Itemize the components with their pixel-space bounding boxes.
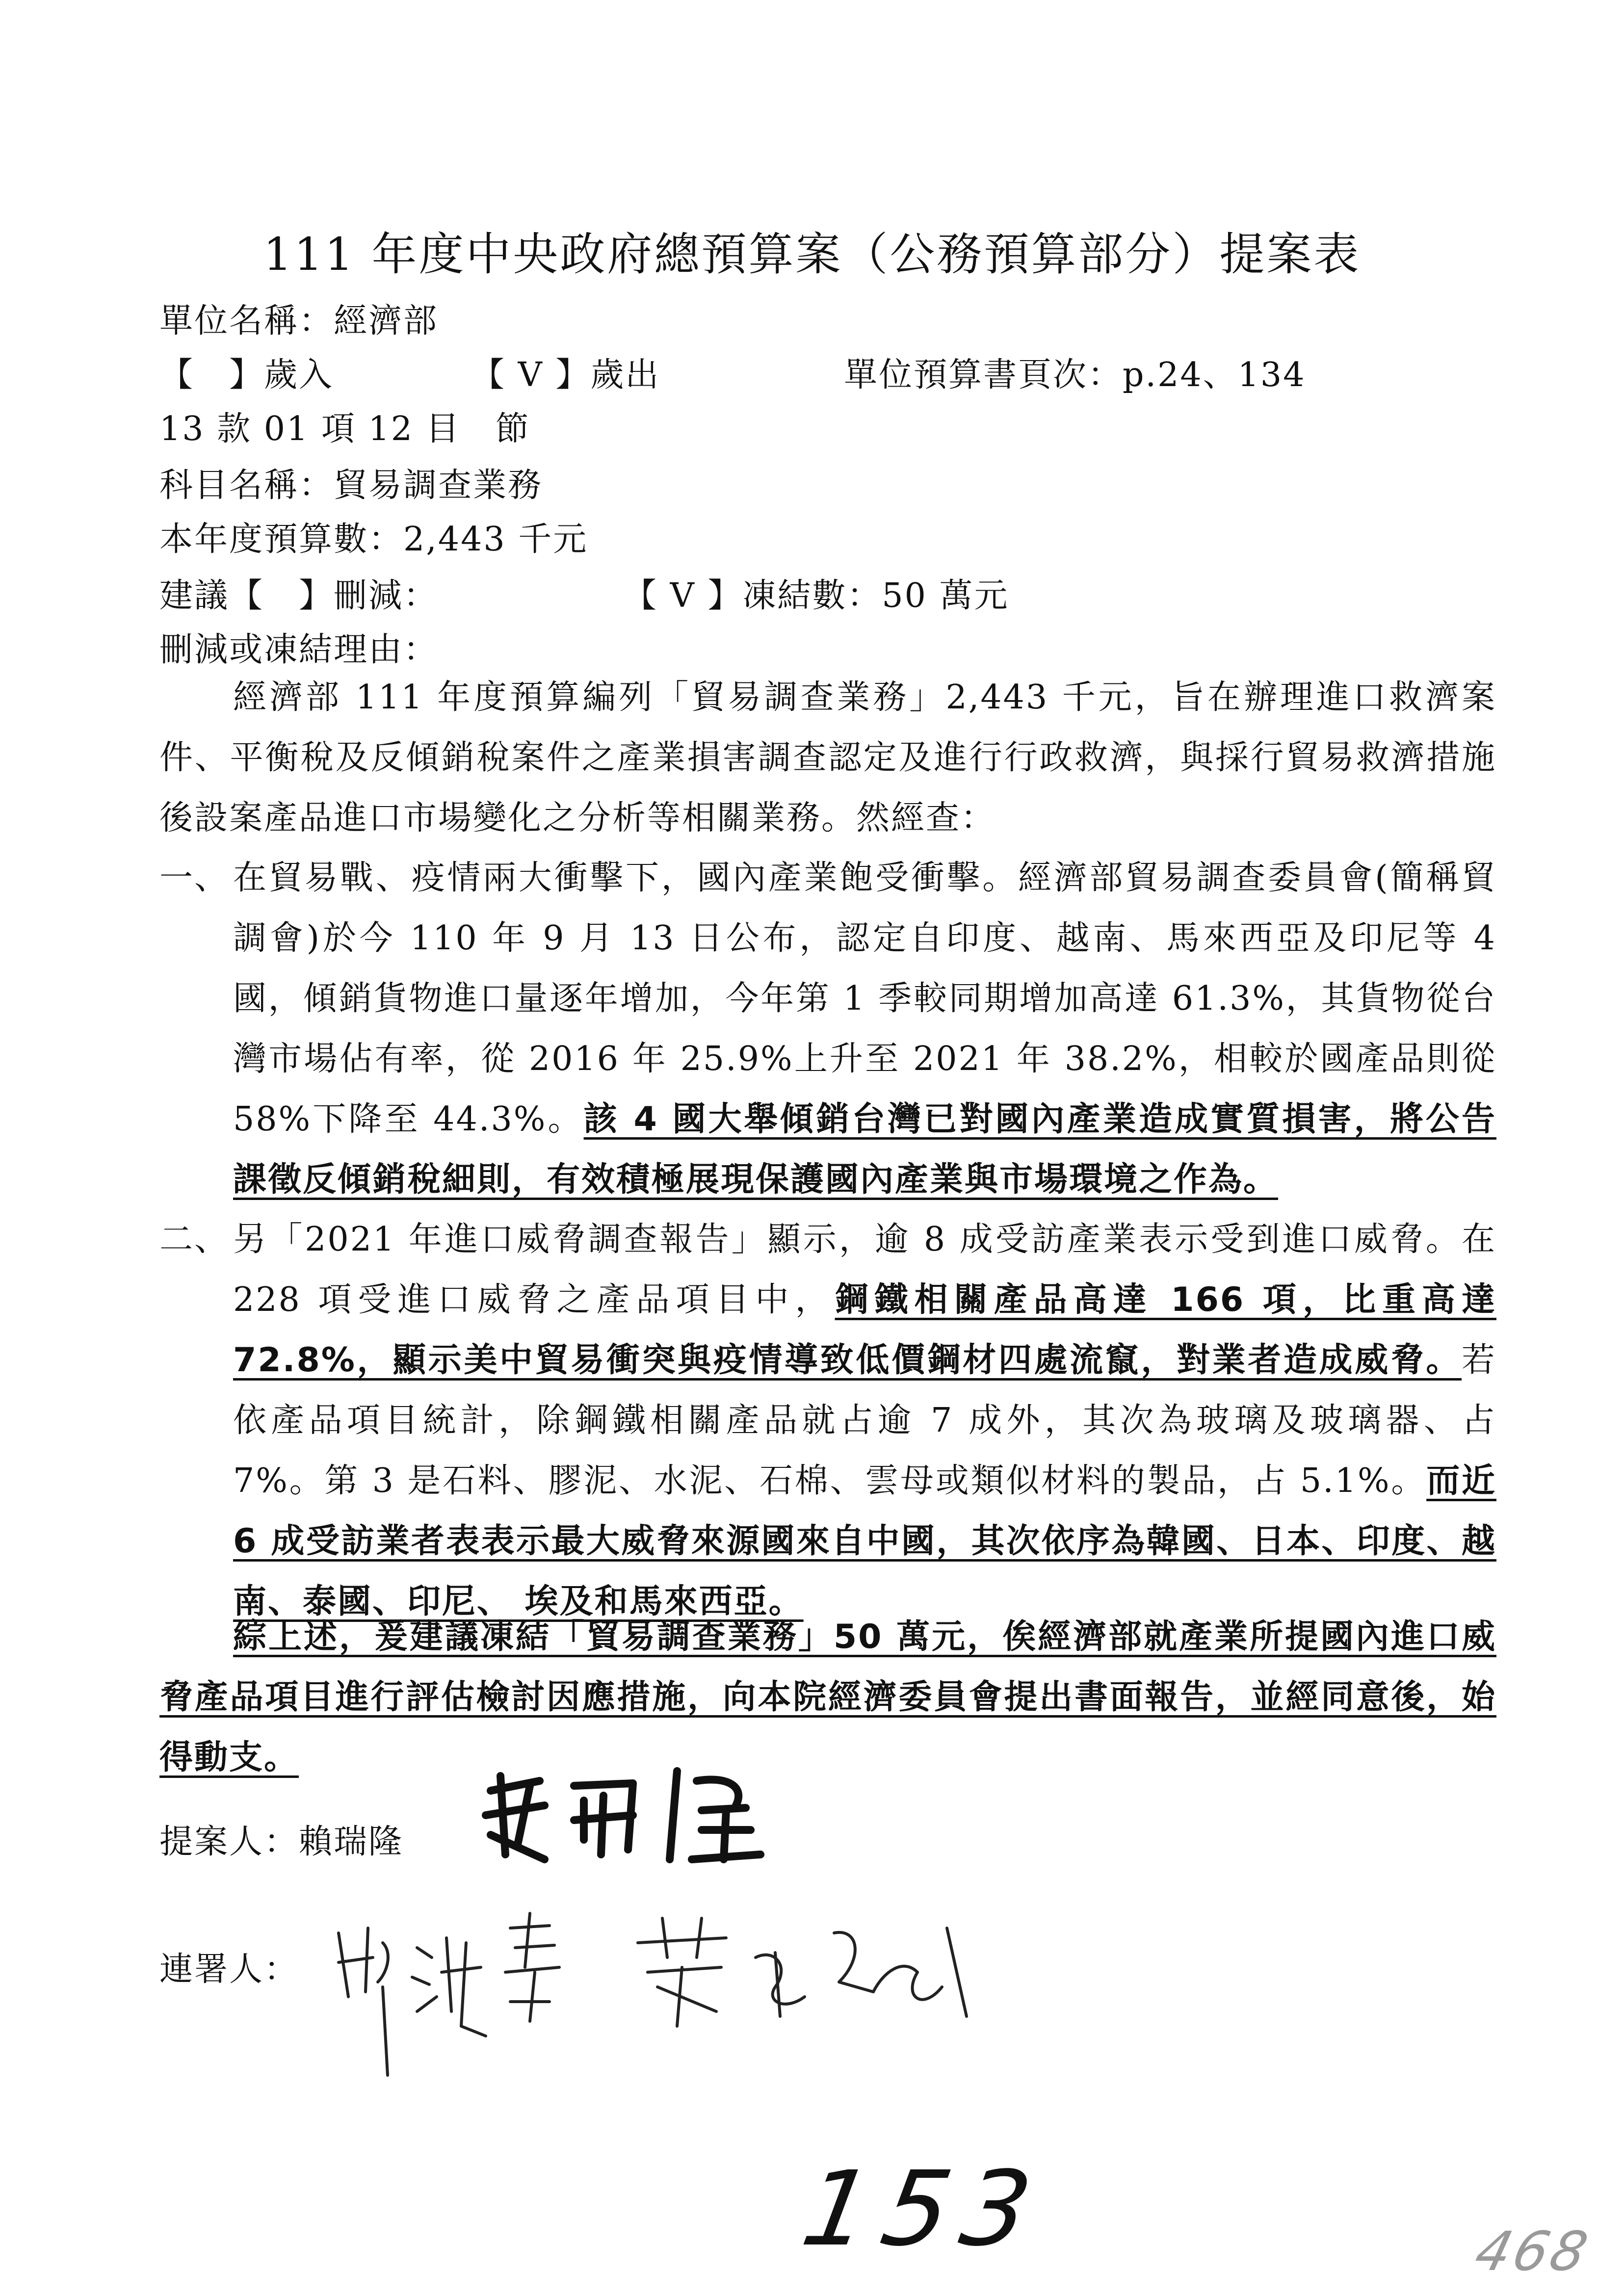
expense-checkbox: 【 V 】歲出: [471, 356, 660, 394]
point-2: [159, 1209, 1496, 1632]
proposer-signature: [471, 1756, 775, 1869]
unit-name: 單位名稱：經濟部: [159, 302, 439, 340]
subject-name: 科目名稱：貿易調查業務: [159, 466, 543, 505]
point-2-text-a: 另「2021 年進口威脅調查報告」顯示，逾 8 成受訪產業表示受到進口威脅。在 228 項受進口威脅之產品項目中，: [233, 1220, 1496, 1319]
cosigner-signature-1: [319, 1899, 574, 2095]
point-2-emphasis-b: 而近 6 成受訪業者表表示最大威脅來源國來自中國，其次依序為韓國、日本、印度、越南、泰國、印尼、 埃及和馬來西亞。: [233, 1461, 1496, 1621]
conclusion-paragraph: 綜上述，爰建議凍結「貿易調查業務」50 萬元，俟經濟部就產業所提國內進口威脅產品項目進行評估檢討因應措施，向本院經濟委員會提出書面報告，並經同意後，始得動支。: [159, 1618, 1496, 1777]
stamp-number: 468: [1469, 2220, 1597, 2283]
budget-amount: 本年度預算數：2,443 千元: [159, 520, 588, 559]
point-1-body: [233, 848, 1496, 1210]
cosigner-label: 連署人：: [159, 1950, 299, 1989]
page-title: 111 年度中央政府總預算案（公務預算部分）提案表: [263, 228, 1361, 281]
revenue-checkbox: 【 】歲入: [159, 356, 334, 394]
point-1-emphasis: 該 4 國大舉傾銷台灣已對國內產業造成實質損害，將公告課徵反傾銷稅細則，有效積極展現保護國內產業與市場環境之作為。: [233, 1100, 1496, 1199]
page-number: 153: [794, 2149, 1053, 2269]
item-code: 13 款 01 項 12 目 節: [159, 410, 530, 448]
cut-checkbox: 建議【 】刪減：: [159, 576, 439, 615]
point-1-text: 在貿易戰、疫情兩大衝擊下，國內產業飽受衝擊。經濟部貿易調查委員會(簡稱貿調會)於今 110 年 9 月 13 日公布，認定自印度、越南、馬來西亞及印尼等 4 國，傾銷貨物進口量逐年增加，今年第 1 季較同期增加高達 61.3%，其貨物從台灣市場佔有率，從 2016 年 25.9%上升至 2021 年 38.2%，相較於國產品則從 58%下降至 44.3%。: [233, 859, 1496, 1139]
cosigner-signature-2: [628, 1899, 981, 2036]
point-1: [159, 848, 1496, 1210]
budget-page-ref: 單位預算書頁次：p.24、134: [844, 356, 1306, 394]
point-2-body: [233, 1209, 1496, 1632]
proposer-label: 提案人：賴瑞隆: [159, 1823, 404, 1861]
point-2-number: 二、: [159, 1220, 230, 1259]
point-2-text-b: 若依產品項目統計，除鋼鐵相關產品就占逾 7 成外，其次為玻璃及玻璃器、占 7%。第 3 是石料、膠泥、水泥、石棉、雲母或類似材料的製品，占 5.1%。: [233, 1341, 1496, 1500]
reason-label: 刪減或凍結理由：: [159, 630, 439, 669]
point-1-number: 一、: [159, 859, 230, 897]
intro-paragraph: 經濟部 111 年度預算編列「貿易調查業務」2,443 千元，旨在辦理進口救濟案件、平衡稅及反傾銷稅案件之產業損害調查認定及進行行政救濟，與採行貿易救濟措施後設案產品進口市場變化之分析等相關業務。然經查：: [159, 678, 1496, 837]
freeze-checkbox: 【 V 】凍結數：50 萬元: [623, 576, 1009, 615]
point-2-emphasis-a: 鋼鐵相關產品高達 166 項，比重高達 72.8%，顯示美中貿易衝突與疫情導致低價鋼材四處流竄，對業者造成威脅。: [233, 1280, 1496, 1380]
